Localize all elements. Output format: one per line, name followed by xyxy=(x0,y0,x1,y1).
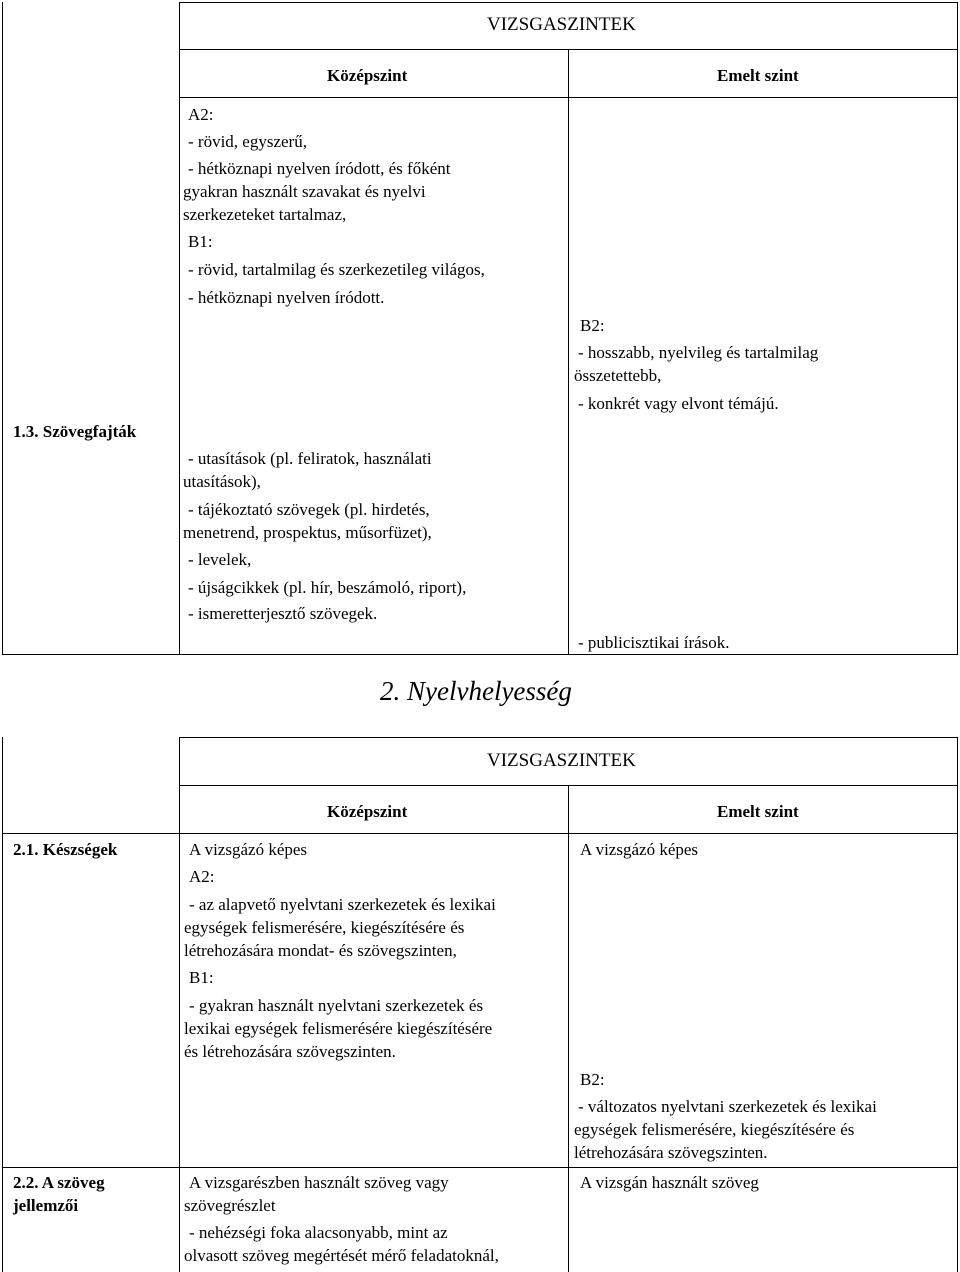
t1-col-divider xyxy=(568,49,569,655)
t2-header-title: VIZSGASZINTEK xyxy=(487,750,636,771)
t1-mid-line: - levelek, xyxy=(188,550,252,569)
t1-bottom-rule xyxy=(2,654,958,655)
t1-high-line: - publicisztikai írások. xyxy=(578,633,730,652)
t1-high-line: - konkrét vagy elvont témájú. xyxy=(578,394,779,413)
t1-mid-line: szerkezeteket tartalmaz, xyxy=(183,205,347,224)
t1-mid-line: - hétköznapi nyelven íródott. xyxy=(188,288,385,307)
t1-mid-line: gyakran használt szavakat és nyelvi xyxy=(183,182,426,201)
t1-mid-line: - hétköznapi nyelven íródott, és főként xyxy=(188,159,451,178)
t1-mid-line: menetrend, prospektus, műsorfüzet), xyxy=(183,523,432,542)
t1-right-border xyxy=(957,2,958,655)
t2-row1-mid-line: A vizsgázó képes xyxy=(189,840,308,859)
t2-row1-label: 2.1. Készségek xyxy=(13,840,118,859)
t2-row1-high-line: létrehozására szövegszinten. xyxy=(574,1143,768,1162)
t2-left-border xyxy=(2,737,3,1272)
t1-mid-line: utasítások), xyxy=(183,472,261,491)
t1-high-line: - hosszabb, nyelvileg és tartalmilag xyxy=(578,343,819,362)
t1-row-label: 1.3. Szövegfajták xyxy=(13,422,137,441)
t1-high-line: B2: xyxy=(580,316,605,335)
t2-row1-mid-line: A2: xyxy=(189,867,215,886)
t1-top-rule xyxy=(180,2,958,3)
t2-row1-mid-line: létrehozására mondat- és szövegszinten, xyxy=(184,941,457,960)
t2-row1-high-line: egységek felismerésére, kiegészítésére és xyxy=(574,1120,855,1139)
t1-mid-line: - rövid, tartalmilag és szerkezetileg világos, xyxy=(188,260,485,279)
t2-top-rule xyxy=(180,737,958,738)
t2-row1-mid-line: B1: xyxy=(189,968,214,987)
t2-col-high-header: Emelt szint xyxy=(717,802,799,821)
t1-left-border xyxy=(2,2,3,655)
t2-row1-mid-line: - az alapvető nyelvtani szerkezetek és lexikai xyxy=(189,895,496,914)
t2-row2-label-line: jellemzői xyxy=(13,1196,79,1215)
t2-row1-mid-line: lexikai egységek felismerésére kiegészítésére xyxy=(184,1019,493,1038)
t1-mid-line: - ismeretterjesztő szövegek. xyxy=(188,604,378,623)
t2-row2-mid-line: szövegrészlet xyxy=(184,1196,276,1215)
t1-col-mid-header: Középszint xyxy=(327,66,408,85)
t1-col-high-header: Emelt szint xyxy=(717,66,799,85)
t2-row2-mid-line: A vizsgarészben használt szöveg vagy xyxy=(189,1173,449,1192)
t2-label-divider xyxy=(179,737,180,1272)
t1-mid-line: - rövid, egyszerű, xyxy=(188,132,307,151)
t2-right-border xyxy=(957,737,958,1272)
section-title: 2. Nyelvhelyesség xyxy=(380,676,572,706)
t1-mid-line: A2: xyxy=(188,105,214,124)
t1-high-line: összetettebb, xyxy=(574,366,662,385)
t2-row1-high-line: A vizsgázó képes xyxy=(580,840,699,859)
t2-row2-mid-line: - nehézségi foka alacsonyabb, mint az xyxy=(189,1223,448,1242)
t1-header-rule xyxy=(180,49,958,50)
t2-row2-mid-line: olvasott szöveg megértését mérő feladatoknál, xyxy=(184,1246,499,1265)
t2-header-rule xyxy=(180,785,958,786)
t2-row1-high-line: B2: xyxy=(580,1070,605,1089)
t2-row1-mid-line: és létrehozására szövegszinten. xyxy=(184,1042,396,1061)
t2-row1-high-line: - változatos nyelvtani szerkezetek és lexikai xyxy=(578,1097,877,1116)
t2-row1-mid-line: - gyakran használt nyelvtani szerkezetek és xyxy=(189,996,484,1015)
t1-header-title: VIZSGASZINTEK xyxy=(487,14,636,35)
t1-label-divider xyxy=(179,2,180,655)
t2-row2-label-line: 2.2. A szöveg xyxy=(13,1173,105,1192)
t1-mid-line: B1: xyxy=(188,232,213,251)
t1-mid-line: - utasítások (pl. feliratok, használati xyxy=(188,449,432,468)
t2-row2-high-line: A vizsgán használt szöveg xyxy=(580,1173,759,1192)
t2-col-divider xyxy=(568,785,569,1272)
t2-row-rule xyxy=(2,1167,958,1168)
t1-mid-line: - tájékoztató szövegek (pl. hirdetés, xyxy=(188,500,430,519)
t2-subheader-rule xyxy=(2,833,958,834)
t1-mid-line: - újságcikkek (pl. hír, beszámoló, riport), xyxy=(188,578,467,597)
t1-subheader-rule xyxy=(180,97,958,98)
t2-row1-mid-line: egységek felismerésére, kiegészítésére és xyxy=(184,918,465,937)
t2-col-mid-header: Középszint xyxy=(327,802,408,821)
